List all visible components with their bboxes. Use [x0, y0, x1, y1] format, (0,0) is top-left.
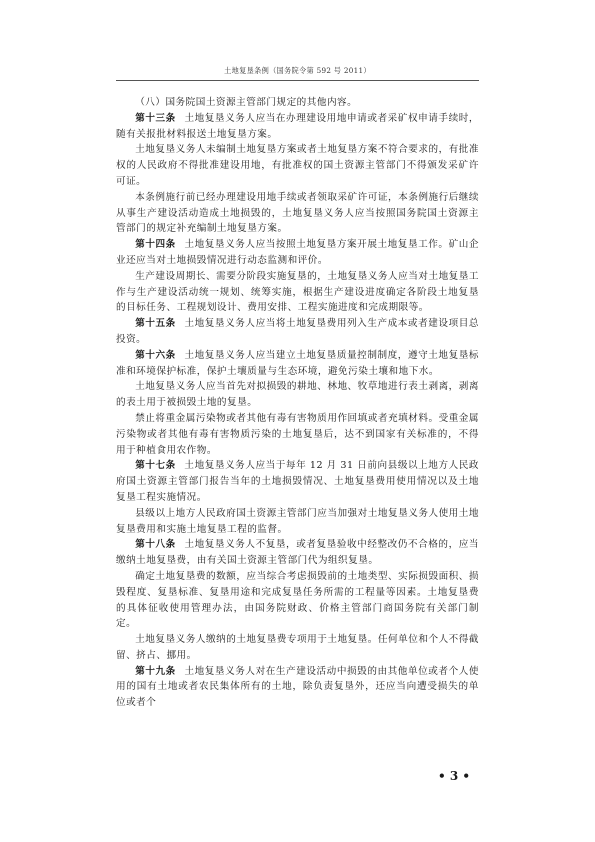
article-number: 第十五条 [135, 318, 176, 330]
paragraph-text: 生产建设周期长、需要分阶段实施复垦的，土地复垦义务人应当对土地复垦工作与生产建设活动统一规划、统筹实施，根据生产建设进度确定各阶段土地复垦的目标任务、工程规划设计、费用安排、工程实施进度和完成期限等。 [116, 270, 479, 314]
paragraph [116, 506, 479, 538]
paragraph-text: 土地复垦义务人应当建立土地复垦质量控制制度，遵守土地复垦标准和环境保护标准，保护土壤质量与生态环境，避免污染土壤和地下水。 [116, 349, 480, 377]
paragraph-text: 土地复垦义务人应当首先对拟损毁的耕地、林地、牧草地进行表土剥离，剥离的表土用于被损毁土地的复垦。 [116, 381, 479, 409]
running-header: 土地复垦条例（国务院令第 592 号 2011） [224, 66, 371, 75]
paragraph-text: 土地复垦义务人未编制土地复垦方案或者土地复垦方案不符合要求的，有批准权的人民政府不得批准建设用地，有批准权的国土资源主管部门不得颁发采矿许可证。 [116, 144, 479, 187]
paragraph [116, 569, 479, 632]
paragraph-text: 禁止将重金属污染物或者其他有毒有害物质用作回填或者充填材料。受重金属污染物或者其他有毒有害物质污染的土地复垦后，达不到国家有关标准的，不得用于种植食用农作物。 [116, 412, 479, 456]
paragraph [116, 237, 479, 269]
paragraph-text: 土地复垦义务人对在生产建设活动中损毁的由其他单位或者个人使用的国有土地或者农民集体所有的土地，除负责复垦外，还应当向遭受损失的单位或者个 [116, 665, 480, 709]
page-number: • 3 • [438, 769, 471, 783]
paragraph-text: 土地复垦义务人应当将土地复垦费用列入生产成本或者建设项目总投资。 [116, 318, 480, 345]
paragraph-text: 土地复垦义务人应当按照土地复垦方案开展土地复垦工作。矿山企业还应当对土地损毁情况进行动态监测和评价。 [116, 239, 480, 266]
paragraph [116, 632, 479, 664]
paragraph [116, 664, 479, 711]
paragraph [116, 190, 479, 237]
paragraph-text: 土地复垦义务人缴纳的土地复垦费专项用于土地复垦。任何单位和个人不得截留、挤占、挪用。 [116, 634, 479, 661]
paragraph-text: 确定土地复垦费的数额，应当综合考虑损毁前的土地类型、实际损毁面积、损毁程度、复垦标准、复垦用途和完成复垦任务所需的工程量等因素。土地复垦费的具体征收使用管理办法，由国务院财政、价格主管部门商国务院有关部门制定。 [116, 570, 479, 630]
article-number: 第十四条 [135, 239, 176, 251]
article-number: 第十六条 [135, 349, 176, 361]
article-number: 第十八条 [135, 539, 176, 551]
document-body [116, 95, 479, 711]
article-number: 第十九条 [135, 665, 176, 677]
paragraph [116, 95, 479, 111]
article-number: 第十七条 [135, 460, 176, 472]
paragraph-text: 县级以上地方人民政府国土资源主管部门应当加强对土地复垦义务人使用土地复垦费用和实施土地复垦工程的监督。 [116, 507, 479, 535]
paragraph [116, 269, 479, 316]
paragraph-text: 土地复垦义务人不复垦，或者复垦验收中经整改仍不合格的，应当缴纳土地复垦费，由有关国土资源主管部门代为组织复垦。 [116, 539, 480, 567]
paragraph-text: 土地复垦义务人应当于每年 12 月 31 日前向县级以上地方人民政府国土资源主管部门报告当年的土地损毁情况、土地复垦费用使用情况以及土地复垦工程实施情况。 [116, 460, 479, 503]
paragraph-text: 土地复垦义务人应当在办理建设用地申请或者采矿权申请手续时，随有关报批材料报送土地复垦方案。 [116, 112, 480, 140]
paragraph [116, 411, 479, 458]
article-number: 第十三条 [135, 112, 176, 124]
paragraph-text: 本条例施行前已经办理建设用地手续或者领取采矿许可证，本条例施行后继续从事生产建设活动造成土地损毁的，土地复垦义务人应当按照国务院国土资源主管部门的规定补充编制土地复垦方案。 [116, 191, 479, 235]
header-rule [116, 80, 479, 81]
paragraph [116, 111, 479, 143]
paragraph [116, 348, 479, 380]
paragraph [116, 537, 479, 569]
paragraph [116, 142, 479, 189]
paragraph [116, 316, 479, 348]
paragraph [116, 379, 479, 411]
paragraph [116, 458, 479, 505]
paragraph-text: （八）国务院国土资源主管部门规定的其他内容。 [135, 97, 358, 108]
